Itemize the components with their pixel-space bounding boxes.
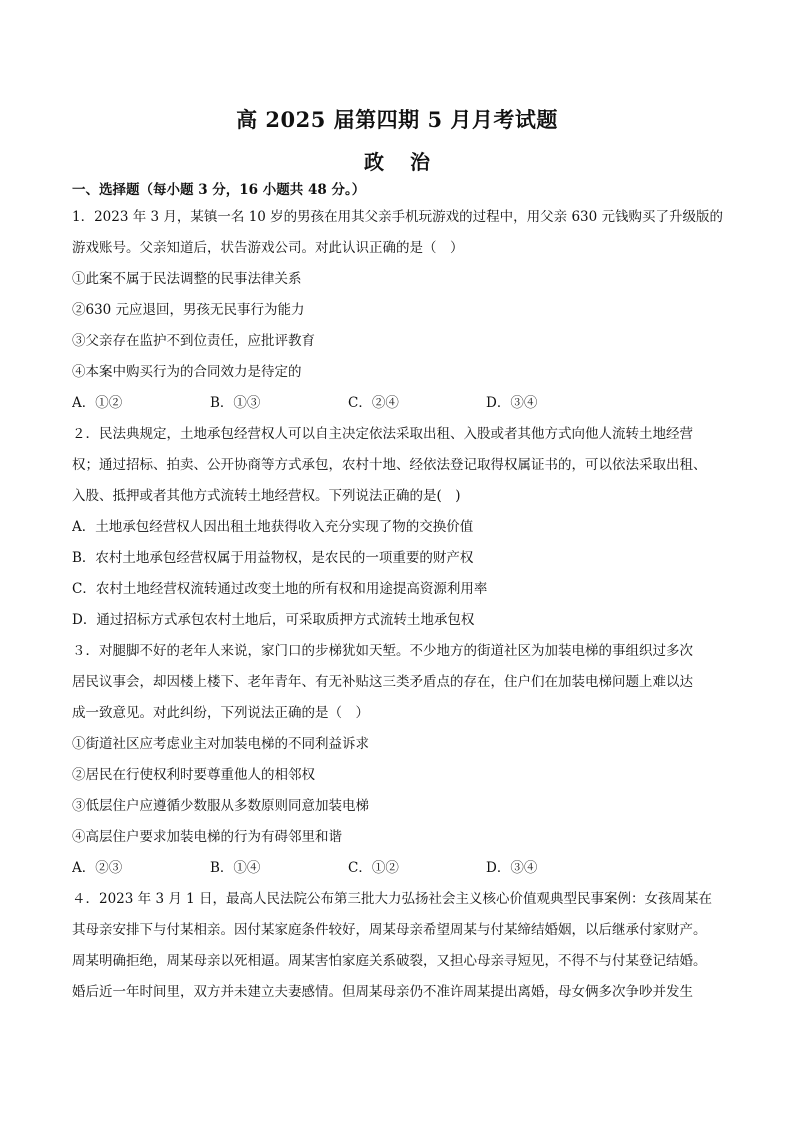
q3-option-b: B．①④ — [210, 860, 261, 876]
exam-content — [72, 178, 732, 1008]
q3-statement-1: ①街道社区应考虑业主对加装电梯的不同利益诉求 — [72, 736, 369, 752]
q4-stem-line-3: 周某明确拒绝，周某母亲以死相逼。周某害怕家庭关系破裂，又担心母亲寻短见，不得不与付某登记结婚。 — [72, 953, 707, 969]
q3-option-a: A．②③ — [72, 860, 123, 876]
section-heading: 一、选择题（每小题 3 分，16 小题共 48 分。） — [72, 182, 366, 198]
q1-option-b: B．①③ — [210, 395, 261, 411]
q3-stem-line-1: ３．对腿脚不好的老年人来说，家门口的步梯犹如天堑。不少地方的街道社区为加装电梯的事组织过多次 — [72, 643, 693, 659]
q2-stem-line-3: 入股、抵押或者其他方式流转土地经营权。下列说法正确的是( ) — [72, 488, 461, 504]
q2-stem-line-2: 权；通过招标、拍卖、公开协商等方式承包，农村十地、经依法登记取得权属证书的，可以依法采取出租、 — [72, 457, 707, 473]
q3-statement-4: ④高层住户要求加装电梯的行为有碍邻里和谐 — [72, 829, 342, 845]
q3-option-d: D．③④ — [486, 860, 538, 876]
q3-statement-2: ②居民在行使权利时要尊重他人的相邻权 — [72, 767, 315, 783]
q3-options — [72, 853, 732, 884]
q2-option-d: D．通过招标方式承包农村土地后，可采取质押方式流转土地承包权 — [72, 612, 475, 628]
q1-statement-2: ②630 元应退回，男孩无民事行为能力 — [72, 302, 305, 318]
q1-option-a: A．①② — [72, 395, 123, 411]
q1-statement-1: ①此案不属于民法调整的民事法律关系 — [72, 271, 302, 287]
q1-option-d: D．③④ — [486, 395, 538, 411]
q3-statement-3: ③低层住户应遵循少数服从多数原则同意加装电梯 — [72, 798, 369, 814]
q1-stem-line-2: 游戏账号。父亲知道后，状告游戏公司。对此认识正确的是（ ） — [72, 240, 464, 256]
q1-stem-line-1: 1．2023 年 3 月，某镇一名 10 岁的男孩在用其父亲手机玩游戏的过程中，用父亲 630 元钱购买了升级版的 — [72, 209, 724, 225]
q2-stem-line-1: ２．民法典规定，土地承包经营权人可以自主决定依法采取出租、入股或者其他方式向他人流转土地经营 — [72, 426, 693, 442]
subject-title: 政治 — [364, 150, 456, 174]
q3-stem-line-3: 成一致意见。对此纠纷，下列说法正确的是（ ） — [72, 705, 369, 721]
q4-stem-line-2: 其母亲安排下与付某相亲。因付某家庭条件较好，周某母亲希望周某与付某缔结婚姻，以后继承付家财产。 — [72, 922, 707, 938]
q4-stem-line-1: ４．2023 年 3 月 1 日，最高人民法院公布第三批大力弘扬社会主义核心价值观典型民事案例：女孩周某在 — [72, 891, 712, 907]
q2-option-a: A．土地承包经营权人因出租土地获得收入充分实现了物的交换价值 — [72, 519, 474, 535]
q4-stem-line-4: 婚后近一年时间里，双方并未建立夫妻感情。但周某母亲仍不准许周某提出离婚，母女俩多次争吵并发生 — [72, 984, 693, 1000]
q1-options — [72, 388, 732, 419]
q1-option-c: C．②④ — [348, 395, 399, 411]
exam-title: 高 2025 届第四期 5 月月考试题 — [236, 107, 558, 132]
q2-option-b: B．农村土地承包经营权属于用益物权，是农民的一项重要的财产权 — [72, 550, 474, 566]
q3-option-c: C．①② — [348, 860, 399, 876]
q1-statement-3: ③父亲存在监护不到位责任，应批评教育 — [72, 333, 315, 349]
q1-statement-4: ④本案中购买行为的合同效力是待定的 — [72, 364, 302, 380]
q3-stem-line-2: 居民议事会，却因楼上楼下、老年青年、有无补贴这三类矛盾点的存在，住户们在加装电梯问题上难以达 — [72, 674, 693, 690]
q2-option-c: C．农村土地经营权流转通过改变土地的所有权和用途提高资源利用率 — [72, 581, 488, 597]
